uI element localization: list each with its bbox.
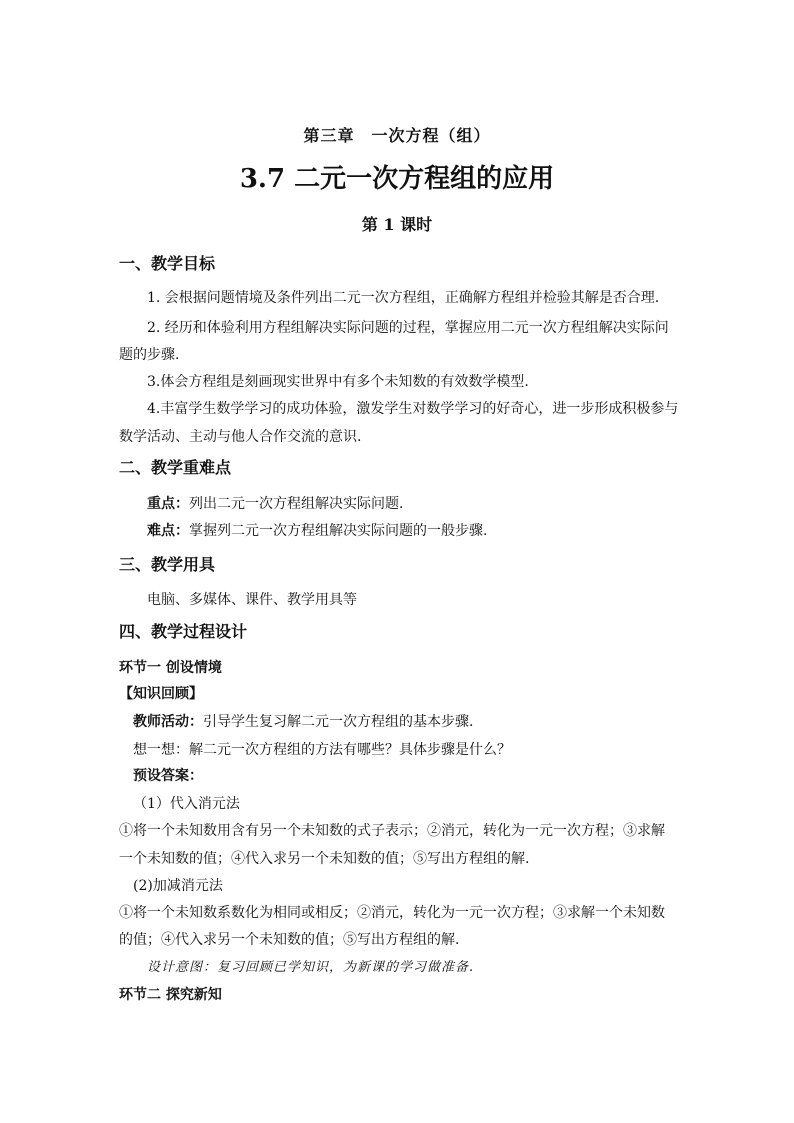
teacher-activity-text: 引导学生复习解二元一次方程组的基本步骤. (203, 714, 474, 730)
method-1-line-2: 一个未知数的值；④代入求另一个未知数的值；⑤写出方程组的解. (119, 851, 530, 867)
method-1-title: （1）代入消元法 (133, 796, 240, 812)
section-keypoints-heading: 二、教学重难点 (119, 458, 232, 477)
knowledge-review-label: 【知识回顾】 (119, 686, 203, 702)
section-tools-heading: 三、教学用具 (119, 555, 216, 574)
objective-2-line-2: 题的步骤. (119, 347, 180, 363)
difficult-point-label: 难点： (147, 523, 189, 539)
design-intent: 设计意图：复习回顾已学知识，为新课的学习做准备. (147, 960, 475, 975)
method-2-line-2: 的值；④代入求另一个未知数的值；⑤写出方程组的解. (119, 932, 460, 948)
step-2-heading: 环节二 探究新知 (119, 987, 222, 1003)
key-point-text: 列出二元一次方程组解决实际问题. (189, 496, 404, 512)
lesson-title: 3.7 二元一次方程组的应用 (239, 164, 555, 194)
preset-answer-label: 预设答案： (133, 768, 203, 784)
objective-4-line-1: 4.丰富学生数学学习的成功体验，激发学生对数学学习的好奇心，进一步形成积极参与 (147, 401, 679, 417)
difficult-point (147, 521, 487, 541)
step-1-heading: 环节一 创设情境 (119, 660, 222, 676)
key-point-label: 重点： (147, 496, 189, 512)
difficult-point-text: 掌握列二元一次方程组解决实际问题的一般步骤. (189, 523, 488, 539)
method-1-line-1: ①将一个未知数用含有另一个未知数的式子表示；②消元，转化为一元一次方程；③求解 (119, 823, 665, 839)
tools-text: 电脑、多媒体、课件、教学用具等 (147, 592, 357, 608)
objective-1: 1. 会根据问题情境及条件列出二元一次方程组，正确解方程组并检验其解是否合理. (147, 290, 660, 306)
section-objectives-heading: 一、教学目标 (119, 254, 216, 273)
objective-2-line-1: 2. 经历和体验利用方程组解决实际问题的过程，掌握应用二元一次方程组解决实际问 (147, 320, 669, 336)
lesson-period: 第 1 课时 (361, 215, 433, 234)
chapter-heading: 第三章 一次方程（组） (303, 126, 491, 145)
teacher-activity (133, 712, 473, 732)
method-2-line-1: ①将一个未知数系数化为相同或相反；②消元，转化为一元一次方程；③求解一个未知数 (119, 905, 665, 921)
think-question: 想一想：解二元一次方程组的方法有哪些？具体步骤是什么？ (133, 742, 511, 758)
key-point (147, 494, 403, 514)
method-2-title: (2)加减消元法 (133, 878, 223, 894)
objective-4-line-2: 数学活动、主动与他人合作交流的意识. (119, 429, 362, 445)
section-process-heading: 四、教学过程设计 (119, 622, 248, 641)
teacher-activity-label: 教师活动： (133, 714, 203, 730)
objective-3: 3.体会方程组是刻画现实世界中有多个未知数的有效数学模型. (147, 374, 529, 390)
